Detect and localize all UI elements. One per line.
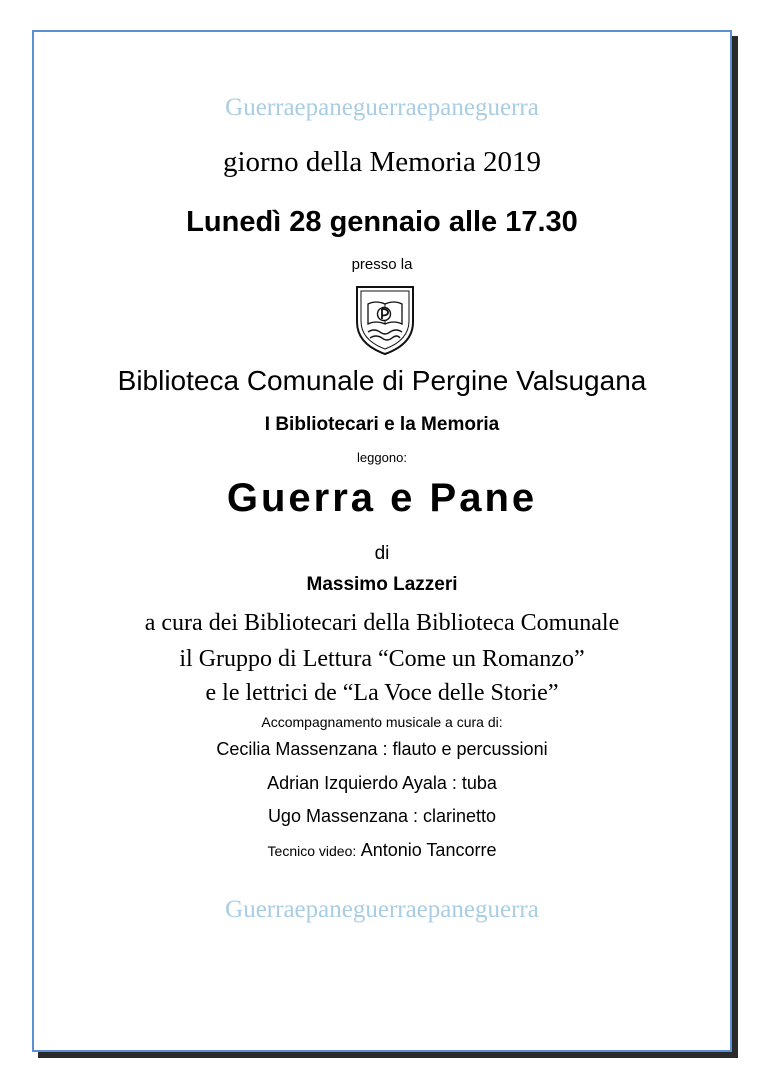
curated-line: il Gruppo di Lettura “Come un Romanzo” [179, 646, 585, 672]
presso-label: presso la [351, 256, 413, 273]
video-tech-name: Antonio Tancorre [360, 840, 497, 860]
musician-line: Ugo Massenzana : clarinetto [267, 806, 497, 826]
author-name: Massimo Lazzeri [306, 574, 458, 595]
leggono-label: leggono: [357, 450, 407, 465]
curated-line: e le lettrici de “La Voce delle Storie” [205, 680, 559, 706]
curated-line: a cura dei Bibliotecari della Biblioteca Comunale [144, 610, 620, 636]
video-tech-label: Tecnico video: [267, 843, 357, 859]
decorative-text-top: Guerraepaneguerraepaneguerra [225, 94, 539, 121]
event-date: Lunedì 28 gennaio alle 17.30 [186, 206, 578, 238]
video-tech-line [34, 840, 730, 861]
poster-frame [32, 30, 732, 1052]
musician-line: Adrian Izquierdo Ayala : tuba [267, 773, 497, 793]
library-crest-icon [354, 284, 416, 356]
musician-line: Cecilia Massenzana : flauto e percussioni [216, 739, 548, 759]
music-header: Accompagnamento musicale a cura di: [261, 714, 503, 730]
book-title: Guerra e Pane [226, 476, 538, 520]
memoria-line: giorno della Memoria 2019 [222, 146, 542, 178]
library-name: Biblioteca Comunale di Pergine Valsugana [117, 365, 647, 396]
group-name: I Bibliotecari e la Memoria [264, 414, 500, 435]
di-label: di [374, 543, 390, 564]
decorative-text-bottom: Guerraepaneguerraepaneguerra [225, 896, 539, 923]
